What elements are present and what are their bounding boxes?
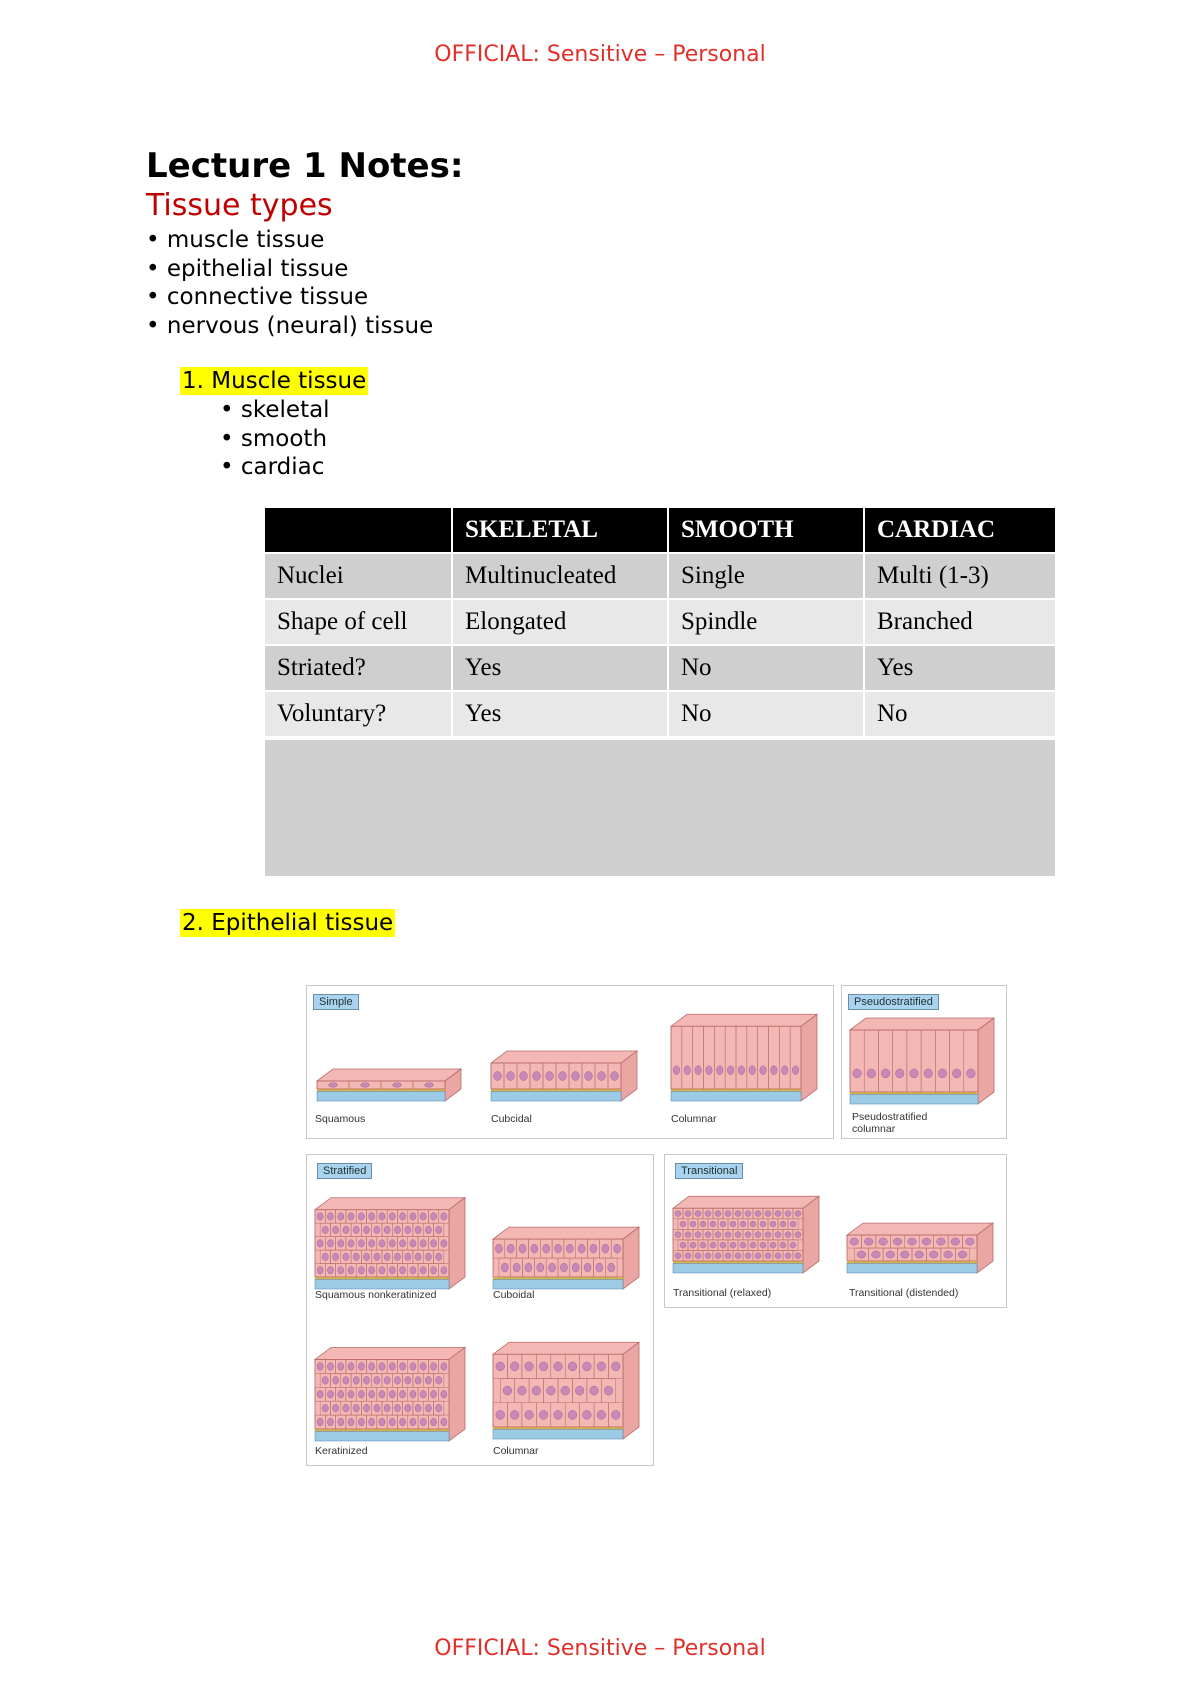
table-empty-footer	[265, 740, 1055, 876]
figure-caption: Cubcidal	[491, 1113, 532, 1125]
table-cell: Branched	[865, 598, 1055, 644]
figure-caption: Squamous	[315, 1113, 366, 1125]
table-cell: No	[669, 690, 865, 736]
list-item: • epithelial tissue	[146, 255, 433, 284]
table-cell: Striated?	[265, 644, 453, 690]
transitional-distended-illustration	[845, 1209, 997, 1275]
table-header-cell: SMOOTH	[669, 508, 865, 552]
table-header-row	[265, 508, 1055, 552]
table-row	[265, 644, 1055, 690]
pseudostratified-illustration	[848, 1016, 998, 1106]
table-header-cell	[265, 508, 453, 552]
stratified-epithelium-panel	[306, 1154, 654, 1466]
classification-marking-bottom: OFFICIAL: Sensitive – Personal	[434, 1636, 766, 1661]
list-item: • connective tissue	[146, 283, 433, 312]
figure-caption: Cuboidal	[493, 1289, 535, 1301]
highlighted-heading-text: 1. Muscle tissue	[182, 368, 367, 394]
table-header-cell: SKELETAL	[453, 508, 669, 552]
table-cell: Spindle	[669, 598, 865, 644]
list-item: • smooth	[220, 425, 330, 454]
panel-tag: Stratified	[317, 1163, 372, 1179]
squamous-illustration	[315, 1031, 465, 1103]
figure-caption: Pseudostratified columnar	[852, 1111, 928, 1135]
squamous-nonkeratinized-illustration	[313, 1189, 469, 1291]
table-row	[265, 598, 1055, 644]
panel-tag: Pseudostratified	[848, 994, 939, 1010]
section-subtitle: Tissue types	[146, 188, 333, 223]
page-title: Lecture 1 Notes:	[146, 146, 464, 186]
list-item: • cardiac	[220, 453, 330, 482]
muscle-comparison-table	[265, 508, 1055, 736]
table-cell: Elongated	[453, 598, 669, 644]
pseudostratified-panel	[841, 985, 1007, 1139]
list-item: • nervous (neural) tissue	[146, 312, 433, 341]
highlighted-heading-text: 2. Epithelial tissue	[182, 910, 394, 936]
table-header-cell: CARDIAC	[865, 508, 1055, 552]
transitional-relaxed-illustration	[671, 1189, 823, 1275]
table-row	[265, 552, 1055, 598]
muscle-type-list	[220, 396, 330, 482]
transitional-epithelium-panel	[664, 1154, 1007, 1308]
table-row	[265, 690, 1055, 736]
simple-epithelium-panel	[306, 985, 834, 1139]
figure-caption: Columnar	[671, 1113, 717, 1125]
table-cell: Voluntary?	[265, 690, 453, 736]
table-cell: Single	[669, 552, 865, 598]
table-cell: Yes	[453, 644, 669, 690]
figure-caption: Squamous nonkeratinized	[315, 1289, 437, 1301]
classification-marking-top: OFFICIAL: Sensitive – Personal	[434, 42, 766, 67]
cuboidal-illustration	[491, 1213, 643, 1291]
stratified-columnar-illustration	[491, 1333, 643, 1441]
table-cell: No	[865, 690, 1055, 736]
table-cell: Multi (1-3)	[865, 552, 1055, 598]
table-cell: Shape of cell	[265, 598, 453, 644]
figure-caption: Keratinized	[315, 1445, 368, 1457]
list-item: • skeletal	[220, 396, 330, 425]
figure-caption: Transitional (relaxed)	[673, 1287, 772, 1299]
table-cell: No	[669, 644, 865, 690]
panel-tag: Transitional	[675, 1163, 743, 1179]
table-cell: Yes	[865, 644, 1055, 690]
table-cell: Yes	[453, 690, 669, 736]
keratinized-illustration	[313, 1341, 469, 1443]
tissue-type-list	[146, 226, 433, 340]
figure-caption: Columnar	[493, 1445, 539, 1457]
list-item: • muscle tissue	[146, 226, 433, 255]
table-cell: Multinucleated	[453, 552, 669, 598]
cubcidal-illustration	[489, 1026, 641, 1103]
epithelial-tissue-heading	[180, 910, 395, 936]
figure-caption: Transitional (distended)	[849, 1287, 959, 1299]
table-cell: Nuclei	[265, 552, 453, 598]
muscle-tissue-heading	[180, 368, 368, 394]
columnar-illustration	[669, 1006, 821, 1103]
panel-tag: Simple	[313, 994, 359, 1010]
